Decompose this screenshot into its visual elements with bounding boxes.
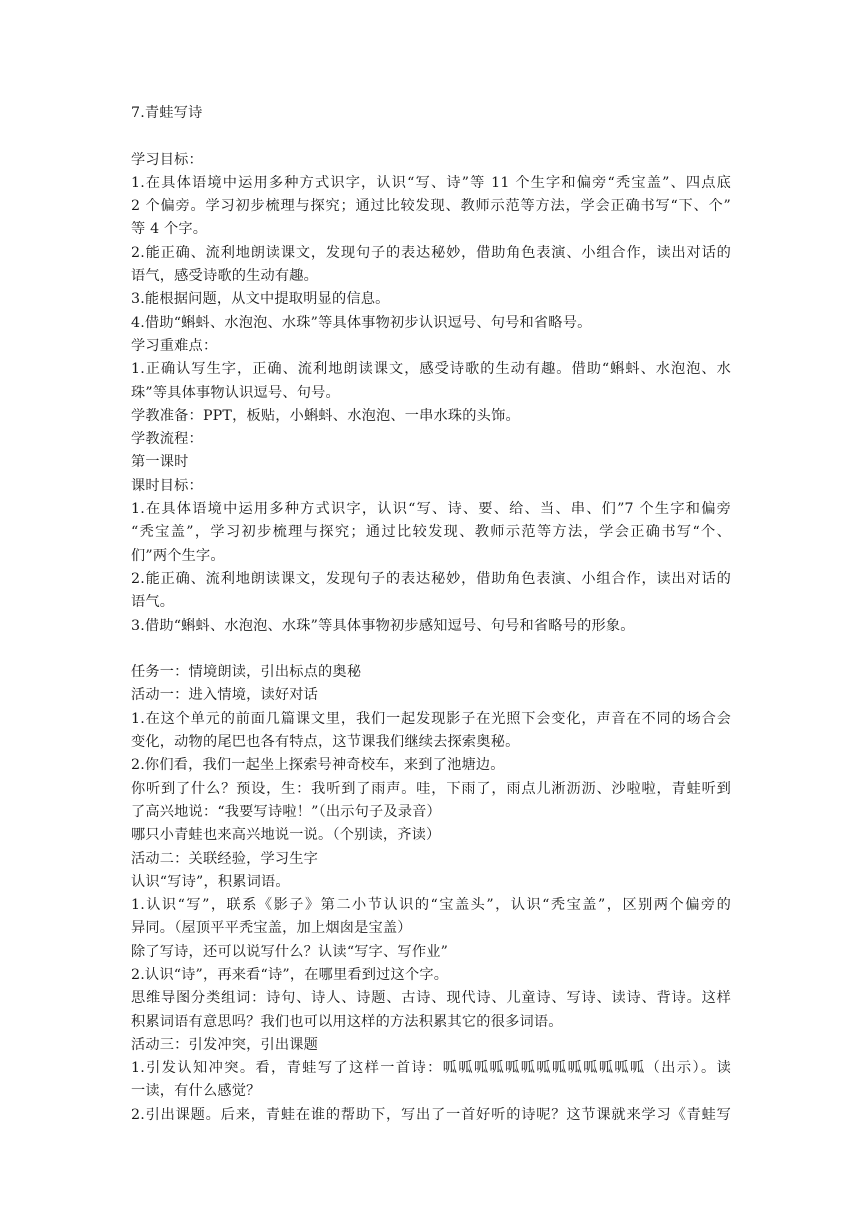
- paragraph-line: 除了写诗，还可以说写什么？认读“写字、写作业”: [131, 943, 449, 960]
- paragraph-line: 珠”等具体事物认识逗号、句号。: [131, 384, 340, 401]
- paragraph-line: 1.在具体语境中运用多种方式识字，认识“写、诗”等 11 个生字和偏旁“秃宝盖”、四点底: [131, 174, 731, 191]
- document-page: [131, 102, 731, 1127]
- paragraph-line: “秃宝盖”，学习初步梳理与探究；通过比较发现、教师示范等方法，学会正确书写“个、: [131, 524, 731, 541]
- paragraph-line: 异同。（屋顶平平秃宝盖，加上烟囱是宝盖）: [131, 920, 412, 937]
- paragraph-line: 们”两个生字。: [131, 547, 225, 564]
- blank-line: [131, 125, 731, 148]
- paragraph-line: 2.认识“诗”，再来看“诗”，在哪里看到过这个字。: [131, 966, 449, 983]
- paragraph-line: 2.能正确、流利地朗读课文，发现句子的表达秘妙，借助角色表演、小组合作，读出对话的: [131, 244, 731, 261]
- activity-heading: 活动二：关联经验，学习生字: [131, 850, 319, 867]
- paragraph-line: 思维导图分类组词：诗句、诗人、诗题、古诗、现代诗、儿童诗、写诗、读诗、背诗。这样: [131, 990, 731, 1007]
- activity-heading: 活动三：引发冲突，引出课题: [131, 1036, 319, 1053]
- paragraph-line: 等 4 个字。: [131, 221, 208, 238]
- paragraph-line: 了高兴地说：“我要写诗啦！”（出示句子及录音）: [131, 803, 441, 820]
- section-heading-process: 学教流程：: [131, 431, 203, 448]
- task-heading: 任务一：情境朗读，引出标点的奥秘: [131, 664, 362, 681]
- paragraph-line: 1.正确认写生字，正确、流利地朗读课文，感受诗歌的生动有趣。借助“蝌蚪、水泡泡、水: [131, 361, 731, 378]
- paragraph-line: 变化，动物的尾巴也各有特点，这节课我们继续去探索奥秘。: [131, 734, 520, 751]
- paragraph-line: 1.在具体语境中运用多种方式识字，认识“写、诗、要、给、当、串、们”7 个生字和偏旁: [131, 501, 731, 518]
- paragraph-line: 2.引出课题。后来，青蛙在谁的帮助下，写出了一首好听的诗呢？这节课就来学习《青蛙写: [131, 1106, 731, 1123]
- blank-line: [131, 638, 731, 661]
- paragraph-line: 认识“写诗”，积累词语。: [131, 873, 290, 890]
- paragraph-line: 语气。: [131, 594, 175, 611]
- paragraph-line: 3.借助“蝌蚪、水泡泡、水珠”等具体事物初步感知逗号、句号和省略号的形象。: [131, 617, 635, 634]
- paragraph-line: 一读，有什么感觉？: [131, 1083, 261, 1100]
- section-heading-lesson-goals: 课时目标：: [131, 477, 203, 494]
- paragraph-line: 你听到了什么？预设，生：我听到了雨声。哇，下雨了，雨点儿淅沥沥、沙啦啦，青蛙听到: [131, 780, 731, 797]
- document-title: 7.青蛙写诗: [131, 105, 203, 121]
- paragraph-line: 哪只小青蛙也来高兴地说一说。（个别读，齐读）: [131, 827, 441, 844]
- section-heading-learning-goals: 学习目标：: [131, 151, 203, 168]
- paragraph-line: 语气，感受诗歌的生动有趣。: [131, 268, 319, 285]
- paragraph-line: 学教准备：PPT，板贴，小蝌蚪、水泡泡、一串水珠的头饰。: [131, 407, 520, 424]
- section-heading-key-points: 学习重难点：: [131, 337, 218, 354]
- lesson-label: 第一课时: [131, 454, 189, 471]
- paragraph-line: 积累词语有意思吗？我们也可以用这样的方法积累其它的很多词语。: [131, 1013, 563, 1030]
- activity-heading: 活动一：进入情境，读好对话: [131, 687, 319, 704]
- paragraph-line: 4.借助“蝌蚪、水泡泡、水珠”等具体事物初步认识逗号、句号和省略号。: [131, 314, 592, 331]
- paragraph-line: 2.能正确、流利地朗读课文，发现句子的表达秘妙，借助角色表演、小组合作，读出对话的: [131, 570, 731, 587]
- paragraph-line: 2 个偏旁。学习初步梳理与探究；通过比较发现、教师示范等方法，学会正确书写“下、个”: [131, 198, 731, 215]
- paragraph-line: 1.引发认知冲突。看，青蛙写了这样一首诗：呱呱呱呱呱呱呱呱呱呱呱呱呱（出示）。读: [131, 1060, 731, 1077]
- paragraph-line: 1.认识“写”，联系《影子》第二小节认识的“宝盖头”，认识“秃宝盖”，区别两个偏旁的: [131, 897, 731, 914]
- paragraph-line: 2.你们看，我们一起坐上探索号神奇校车，来到了池塘边。: [131, 757, 505, 774]
- paragraph-line: 3.能根据问题，从文中提取明显的信息。: [131, 291, 390, 308]
- paragraph-line: 1.在这个单元的前面几篇课文里，我们一起发现影子在光照下会变化，声音在不同的场合会: [131, 710, 731, 727]
